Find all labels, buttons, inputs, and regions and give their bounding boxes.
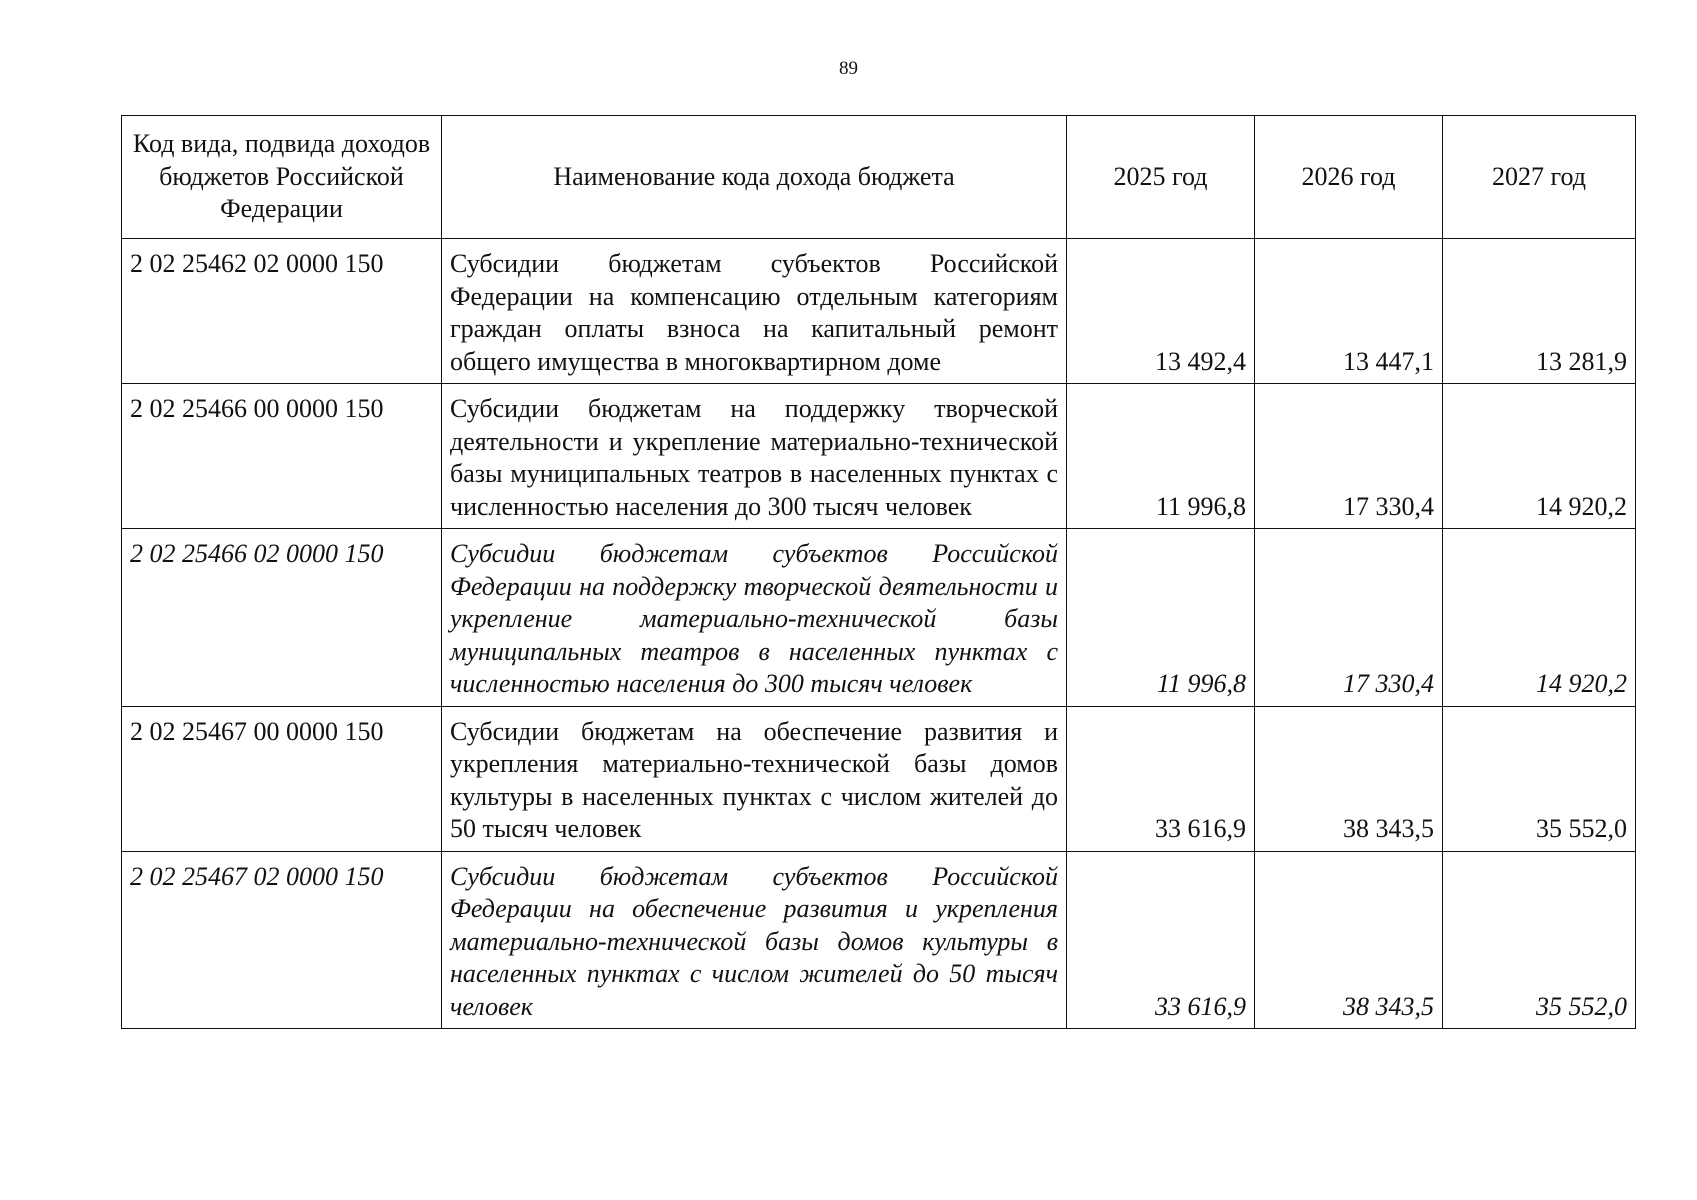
table-row [122,851,1636,1029]
amount-2027-cell: 35 552,0 [1443,706,1636,851]
income-name-cell: Субсидии бюджетам на поддержку творческой деятельности и укрепление материально-технической базы муниципальных театров в населенных пунктах с численностью населения до 300 тысяч человек [442,384,1067,529]
amount-2026-cell: 38 343,5 [1255,706,1443,851]
table-body [122,239,1636,1029]
header-year-2027: 2027 год [1443,116,1636,239]
table-row [122,706,1636,851]
income-code-cell: 2 02 25462 02 0000 150 [122,239,442,384]
header-name: Наименование кода дохода бюджета [442,116,1067,239]
amount-2027-cell: 35 552,0 [1443,851,1636,1029]
amount-2027-cell: 13 281,9 [1443,239,1636,384]
header-code: Код вида, подвида доходов бюджетов Российской Федерации [122,116,442,239]
table-header [122,116,1636,239]
income-name-cell: Субсидии бюджетам субъектов Российской Федерации на компенсацию отдельным категориям граждан оплаты взноса на капитальный ремонт общего имущества в многоквартирном доме [442,239,1067,384]
table-row [122,529,1636,707]
amount-2026-cell: 13 447,1 [1255,239,1443,384]
table-row [122,384,1636,529]
page-number: 89 [839,58,858,79]
income-name-cell: Субсидии бюджетам субъектов Российской Федерации на обеспечение развития и укрепления материально-технической базы домов культуры в населенных пунктах с числом жителей до 50 тысяч человек [442,851,1067,1029]
amount-2026-cell: 17 330,4 [1255,384,1443,529]
header-row [122,116,1636,239]
income-name-cell: Субсидии бюджетам на обеспечение развития и укрепления материально-технической базы домов культуры в населенных пунктах с числом жителей до 50 тысяч человек [442,706,1067,851]
amount-2027-cell: 14 920,2 [1443,529,1636,707]
amount-2026-cell: 17 330,4 [1255,529,1443,707]
amount-2025-cell: 13 492,4 [1067,239,1255,384]
amount-2025-cell: 11 996,8 [1067,529,1255,707]
income-code-cell: 2 02 25466 00 0000 150 [122,384,442,529]
income-code-cell: 2 02 25466 02 0000 150 [122,529,442,707]
table-row [122,239,1636,384]
header-year-2026: 2026 год [1255,116,1443,239]
amount-2025-cell: 11 996,8 [1067,384,1255,529]
amount-2025-cell: 33 616,9 [1067,851,1255,1029]
amount-2025-cell: 33 616,9 [1067,706,1255,851]
budget-income-table [121,115,1636,1029]
income-name-cell: Субсидии бюджетам субъектов Российской Федерации на поддержку творческой деятельности и укрепление материально-технической базы муниципальных театров в населенных пунктах с численностью населения до 300 тысяч человек [442,529,1067,707]
amount-2026-cell: 38 343,5 [1255,851,1443,1029]
amount-2027-cell: 14 920,2 [1443,384,1636,529]
income-code-cell: 2 02 25467 00 0000 150 [122,706,442,851]
header-year-2025: 2025 год [1067,116,1255,239]
income-code-cell: 2 02 25467 02 0000 150 [122,851,442,1029]
